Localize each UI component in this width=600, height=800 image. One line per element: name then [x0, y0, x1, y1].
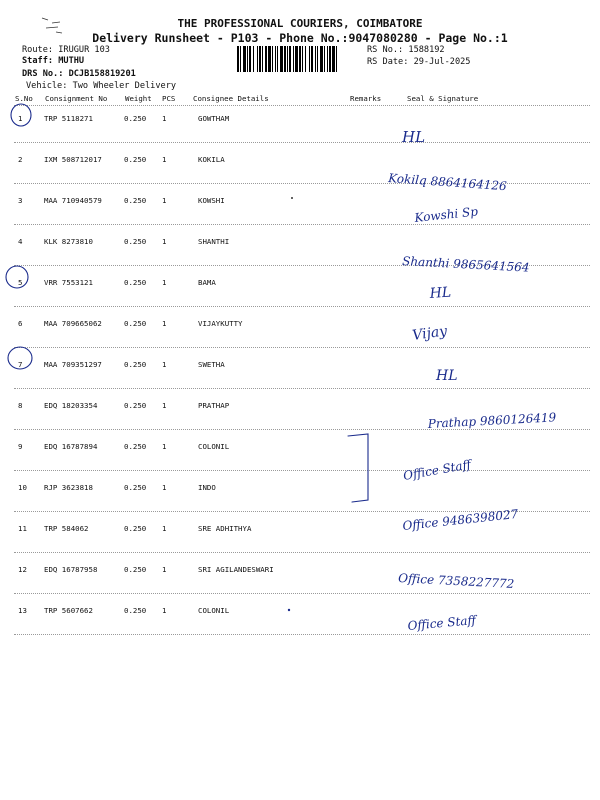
cell-pcs: 1 [162, 319, 167, 328]
cell-consignee: KOKILA [198, 155, 225, 164]
cell-consignment: VRR 7553121 [44, 278, 93, 287]
signature-row-4: Shanthi 9865641564 [401, 254, 530, 275]
cell-consignment: EDQ 18203354 [44, 401, 98, 410]
cell-weight: 0.250 [124, 360, 147, 369]
cell-weight: 0.250 [124, 606, 147, 615]
cell-consignee: SWETHA [198, 360, 225, 369]
cell-consignee: PRATHAP [198, 401, 230, 410]
rs-number: RS No.: 1588192 [367, 45, 445, 55]
cell-consignee: SHANTHI [198, 237, 230, 246]
circle-mark-row-5 [6, 266, 28, 288]
stray-dot [288, 609, 290, 611]
cell-pcs: 1 [162, 401, 167, 410]
cell-pcs: 1 [162, 524, 167, 533]
signature-row-3: Kowshi Sp [413, 204, 479, 225]
cell-consignee: KOWSHI [198, 196, 225, 205]
col-header-pcs: PCS [162, 94, 176, 103]
cell-consignee: COLONIL [198, 606, 230, 615]
cell-consignment: EDQ 16787894 [44, 442, 98, 451]
cell-weight: 0.250 [124, 114, 147, 123]
cell-weight: 0.250 [124, 565, 147, 574]
cell-consignment: EDQ 16787958 [44, 565, 98, 574]
circle-mark-row-7 [8, 347, 32, 369]
cell-sno: 7 [18, 360, 23, 369]
cell-pcs: 1 [162, 565, 167, 574]
cell-weight: 0.250 [124, 401, 147, 410]
cell-consignee: GOWTHAM [198, 114, 230, 123]
cell-consignment: TRP 584062 [44, 524, 89, 533]
cell-sno: 12 [18, 565, 27, 574]
cell-sno: 8 [18, 401, 23, 410]
signature-row-2: Kokilq 8864164126 [387, 171, 508, 194]
cell-weight: 0.250 [124, 442, 147, 451]
circle-mark-row-1 [11, 104, 31, 126]
cell-sno: 11 [18, 524, 27, 533]
col-header-sno: S.No [15, 94, 33, 103]
cell-weight: 0.250 [124, 483, 147, 492]
cell-pcs: 1 [162, 483, 167, 492]
col-header-consignment: Consignment No [45, 94, 108, 103]
signature-row-10: Office Staff [402, 457, 472, 483]
cell-weight: 0.250 [124, 524, 147, 533]
cell-sno: 13 [18, 606, 27, 615]
cell-pcs: 1 [162, 442, 167, 451]
signature-row-11: Office 9486398027 [401, 506, 519, 533]
signature-row-8: Prathap 9860126419 [427, 410, 557, 431]
runsheet-subtitle: Delivery Runsheet - P103 - Phone No.:9047080280 - Page No.:1 [92, 31, 508, 45]
cell-consignee: SRI AGILANDESWARI [198, 565, 274, 574]
stray-dot [291, 197, 293, 199]
cell-consignment: MAA 709351297 [44, 360, 102, 369]
cell-consignee: COLONIL [198, 442, 230, 451]
cell-sno: 3 [18, 196, 23, 205]
cell-pcs: 1 [162, 278, 167, 287]
signature-row-7: HL [436, 368, 458, 384]
cell-sno: 5 [18, 278, 23, 287]
cell-consignee: SRE ADHITHYA [198, 524, 252, 533]
cell-consignment: TRP 5607662 [44, 606, 93, 615]
vehicle-label: Vehicle: Two Wheeler Delivery [26, 81, 177, 91]
cell-sno: 9 [18, 442, 23, 451]
signature-row-6: Vijay [411, 323, 449, 344]
col-header-weight: Weight [125, 94, 152, 103]
cell-pcs: 1 [162, 196, 167, 205]
col-header-consignee: Consignee Details [193, 94, 269, 103]
cell-weight: 0.250 [124, 196, 147, 205]
signature-row-1: HL [402, 128, 426, 146]
cell-consignment: MAA 710940579 [44, 196, 102, 205]
cell-pcs: 1 [162, 360, 167, 369]
drs-number: DRS No.: DCJB158819201 [22, 69, 136, 79]
cell-pcs: 1 [162, 114, 167, 123]
cell-consignment: TRP 5118271 [44, 114, 93, 123]
cell-pcs: 1 [162, 155, 167, 164]
cell-consignment: IXM 508712017 [44, 155, 102, 164]
signature-row-13: Office Staff [407, 613, 477, 633]
cell-weight: 0.250 [124, 155, 147, 164]
cell-consignment: RJP 3623818 [44, 483, 93, 492]
cell-consignment: KLK 8273810 [44, 237, 93, 246]
cell-sno: 4 [18, 237, 23, 246]
cell-consignment: MAA 709665062 [44, 319, 102, 328]
staff-label: Staff: MUTHU [22, 56, 85, 66]
cell-sno: 2 [18, 155, 23, 164]
col-header-seal-signature: Seal & Signature [407, 94, 479, 103]
cell-sno: 10 [18, 483, 27, 492]
signature-row-5: HL [429, 284, 452, 302]
cell-weight: 0.250 [124, 237, 147, 246]
cell-sno: 1 [18, 114, 23, 123]
bracket-mark [348, 434, 368, 502]
signature-row-12: Office 7358227772 [397, 571, 515, 592]
route-label: Route: IRUGUR 103 [22, 45, 110, 55]
cell-consignee: INDO [198, 483, 216, 492]
cell-weight: 0.250 [124, 319, 147, 328]
cell-pcs: 1 [162, 237, 167, 246]
cell-sno: 6 [18, 319, 23, 328]
cell-pcs: 1 [162, 606, 167, 615]
col-header-remarks: Remarks [350, 94, 382, 103]
cell-consignee: VIJAYKUTTY [198, 319, 243, 328]
rs-date: RS Date: 29-Jul-2025 [367, 57, 471, 67]
cell-consignee: BAMA [198, 278, 216, 287]
document-title: THE PROFESSIONAL COURIERS, COIMBATORE [177, 17, 423, 30]
cell-weight: 0.250 [124, 278, 147, 287]
